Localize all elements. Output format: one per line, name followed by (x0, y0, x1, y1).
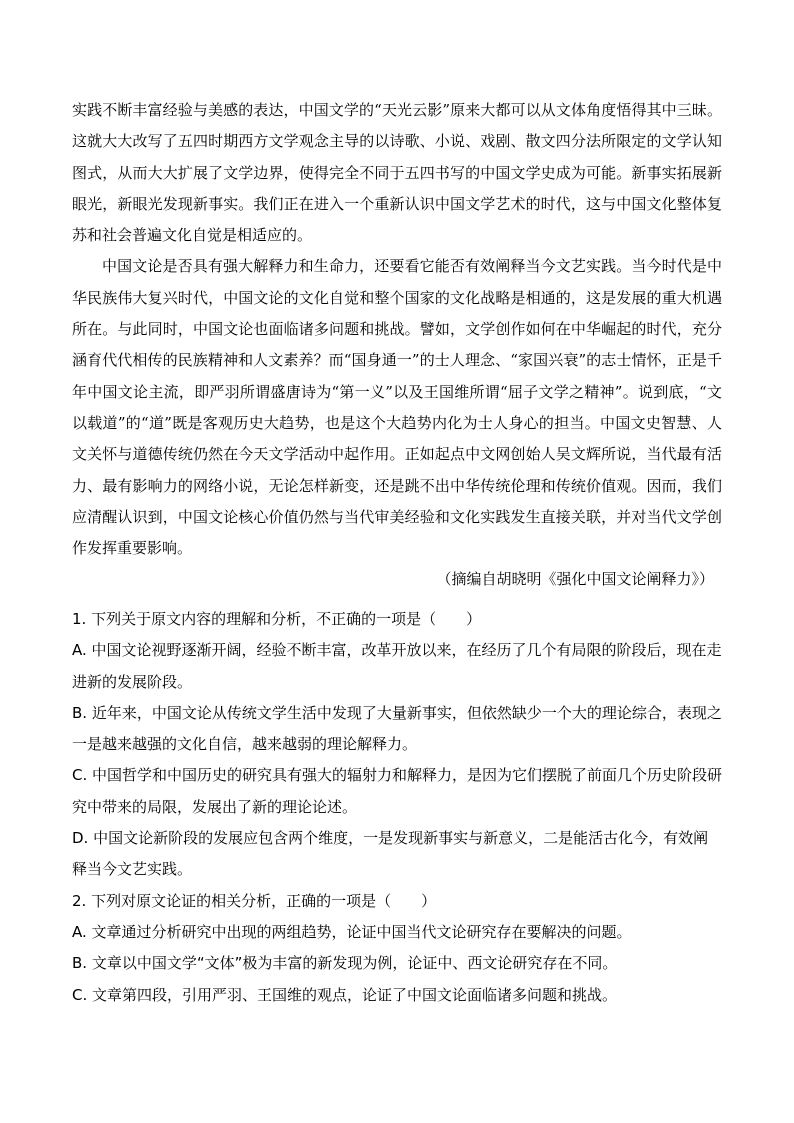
passage-paragraph-2: 中国文论是否具有强大解释力和生命力，还要看它能否有效阐释当今文艺实践。当今时代是中华民族伟大复兴时代，中国文论的文化自觉和整个国家的文化战略是相通的，这是发展的重大机遇所在。与此同时，中国文论也面临诸多问题和挑战。譬如，文学创作如何在中华崛起的时代，充分涵育代代相传的民族精神和人文素养？而“国身通一”的士人理念、“家国兴衰”的志士情怀，正是千年中国文论主流，即严羽所谓盛唐诗为“第一义”以及王国维所谓“屈子文学之精神”。说到底，“文以载道”的“道”既是客观历史大趋势，也是这个大趋势内化为士人身心的担当。中国文史智慧、人文关怀与道德传统仍然在今天文学活动中起作用。正如起点中文网创始人吴文辉所说，当代最有活力、最有影响力的网络小说，无论怎样新变，还是跳不出中华传统伦理和传统价值观。因而，我们应清醒认识到，中国文论核心价值仍然与当代审美经验和文化实践发生直接关联，并对当代文学创作发挥重要影响。 (72, 257, 722, 558)
reading-passage (72, 95, 722, 596)
question-1-option-d: D. 中国文论新阶段的发展应包含两个维度，一是发现新事实与新意义，二是能活古化今，有效阐释当今文艺实践。 (72, 829, 709, 879)
question-1 (72, 604, 722, 886)
passage-source: （摘编自胡晓明《强化中国文论阐释力》） (436, 570, 714, 589)
passage-paragraph-1: 实践不断丰富经验与美感的表达，中国文学的“天光云影”原来大都可以从文体角度悟得其中三昧。这就大大改写了五四时期西方文学观念主导的以诗歌、小说、戏剧、散文四分法所限定的文学认知图式，从而大大扩展了文学边界，使得完全不同于五四书写的中国文学史成为可能。新事实拓展新眼光，新眼光发现新事实。我们正在进入一个重新认识中国文学艺术的时代，这与中国文化整体复苏和社会普遍文化自觉是相适应的。 (72, 101, 722, 245)
question-1-option-a: A. 中国文论视野逐渐开阔，经验不断丰富，改革开放以来，在经历了几个有局限的阶段后，现在走进新的发展阶段。 (72, 641, 722, 691)
question-2-option-c: C. 文章第四段，引用严羽、王国维的观点，论证了中国文论面临诸多问题和挑战。 (72, 985, 618, 1004)
question-2-stem: 2. 下列对原文论证的相关分析，正确的一项是（ ） (72, 891, 437, 910)
question-1-stem: 1. 下列关于原文内容的理解和分析，不正确的一项是（ ） (72, 610, 482, 628)
question-2-option-a: A. 文章通过分析研究中出现的两组趋势，论证中国当代文论研究存在要解决的问题。 (72, 922, 632, 941)
question-section (72, 604, 722, 1011)
question-2-option-b: B. 文章以中国文学“文体”极为丰富的新发现为例，论证中、西文论研究存在不同。 (72, 954, 618, 973)
question-1-option-b: B. 近年来，中国文论从传统文学生活中发现了大量新事实，但依然缺少一个大的理论综合，表现之一是越来越强的文化自信，越来越弱的理论解释力。 (72, 703, 722, 754)
question-1-option-c: C. 中国哲学和中国历史的研究具有强大的辐射力和解释力，是因为它们摆脱了前面几个历史阶段研究中带来的局限，发展出了新的理论论述。 (72, 766, 723, 816)
question-2 (72, 886, 722, 1011)
